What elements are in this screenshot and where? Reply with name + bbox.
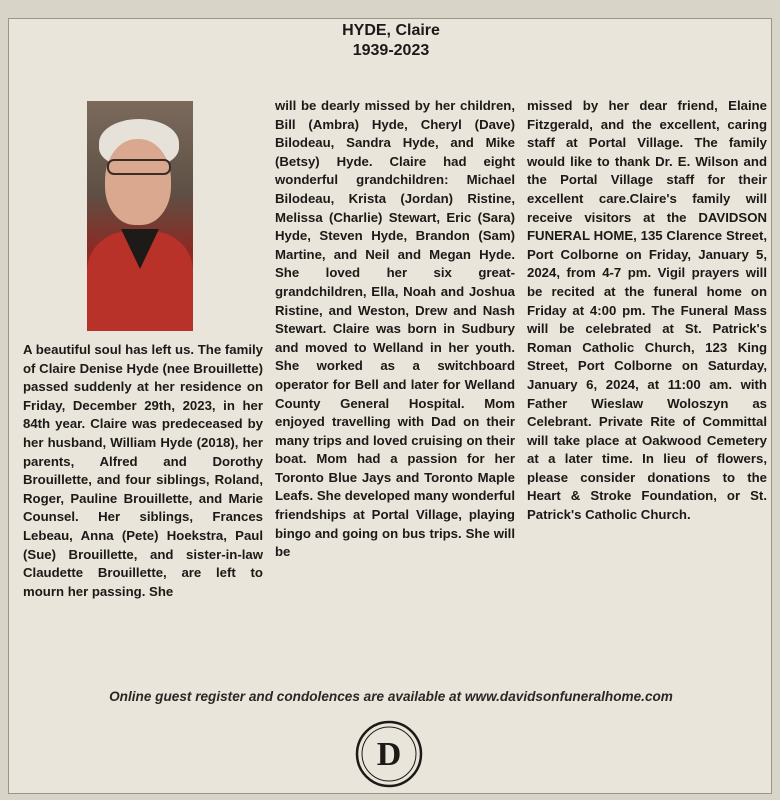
footer-guest-register: Online guest register and condolences are available at www.davidsonfuneralhome.com bbox=[109, 689, 673, 704]
logo-letter: D bbox=[376, 736, 402, 773]
column-1-text: A beautiful soul has left us. The family of Claire Denise Hyde (nee Brouillette) passed suddenly at her residence on Friday, December 29th, 2023, in her 84th year. Claire was predeceased by her husband, William Hyde (2018), her parents, Alfred and Dorothy Brouillette, and four siblings, Roland, Roger, Pauline Brouillette, and Marie Counsel. Her siblings, Frances Lebeau, Anna (Pete) Hoekstra, Paul (Sue) Brouillette, and sister-in-law Claudette Brouillette, are left to mourn her passing. She bbox=[23, 342, 263, 599]
column-3-text: missed by her dear friend, Elaine Fitzgerald, and the excellent, caring staff at Portal Village. The family would like to thank Dr. E. Wilson and the Portal Village staff for their excellent care.Claire's family will receive visitors at the DAVIDSON FUNERAL HOME, 135 Clarence Street, Port Colborne on Friday, January 5, 2024, from 4-7 pm. Vigil prayers will be recited at the funeral home on Friday at 4:00 pm. The Funeral Mass will be celebrated at St. Patrick's Roman Catholic Church, 123 King Street, Port Colborne on Saturday, January 6, 2024, at 11:00 am. with Father Wieslaw Woloszyn as Celebrant. Private Rite of Committal will take place at Oakwood Cemetery at a later time. In lieu of flowers, please consider donations to the Heart & Stroke Foundation, or St. Patrick's Catholic Church. bbox=[527, 98, 767, 523]
photo-glasses bbox=[107, 159, 171, 175]
obituary-clipping bbox=[8, 18, 772, 794]
life-years: 1939-2023 bbox=[352, 42, 430, 59]
portrait-photo bbox=[87, 101, 193, 331]
photo-face bbox=[105, 139, 171, 225]
column-2-text: will be dearly missed by her children, Bill (Ambra) Hyde, Cheryl (Dave) Bilodeau, Sandra Hyde, and Mike (Betsy) Hyde. Claire had eight wonderful grandchildren: Michael Bilodeau, Krista (Jordan) Ristine, Melissa (Charlie) Stewart, Eric (Sara) Hyde, Steven Hyde, Brandon (Sam) Martine, and Neil and Megan Hyde. She loved her six great-grandchildren, Ella, Noah and Joshua Ristine, and Weston, Drew and Nash Stewart. Claire was born in Sudbury and moved to Welland in her youth. She worked as a switchboard operator for Bell and later for Welland County General Hospital. Mom enjoyed travelling with Dad on their many trips and loved cruising on their boat. Mom had a passion for her Toronto Blue Jays and Toronto Maple Leafs. She developed many wonderful friendships at Portal Village, playing bingo and going on bus trips. She will be bbox=[275, 98, 515, 560]
deceased-name: HYDE, Claire bbox=[342, 22, 440, 39]
funeral-home-logo-icon bbox=[354, 719, 424, 789]
obituary-heading bbox=[9, 21, 773, 61]
